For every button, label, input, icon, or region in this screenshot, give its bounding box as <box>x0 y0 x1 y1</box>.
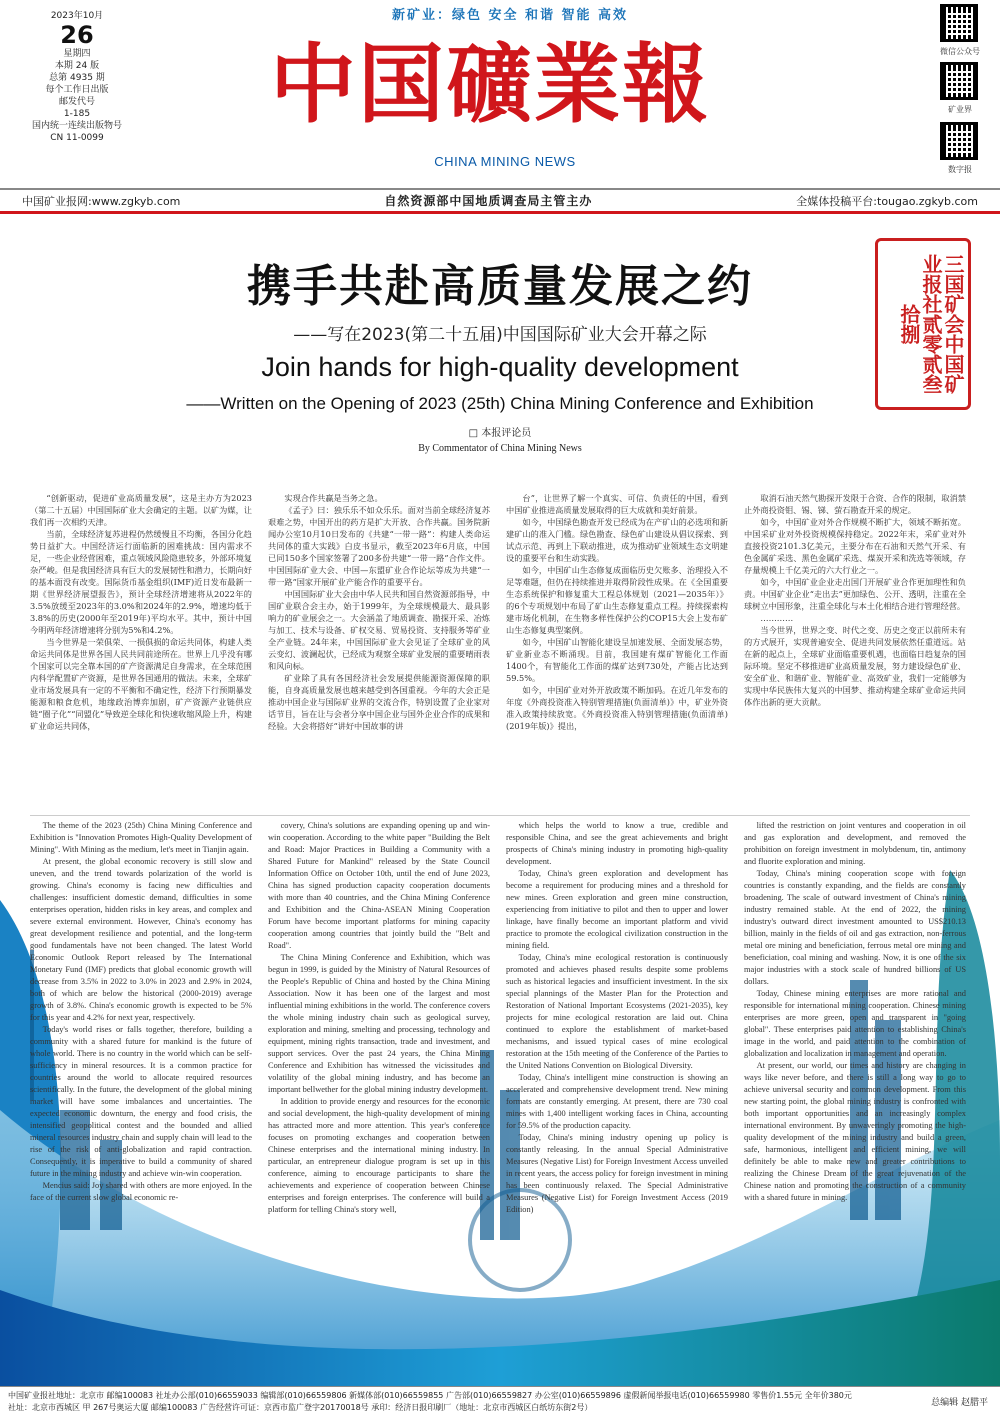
slogan: 新矿业：绿色 安全 和谐 智能 高效 <box>391 8 629 23</box>
seal-stamp: 三国矿会中国矿业报社贰零贰叁拾捌 <box>875 238 971 410</box>
qr-code-icon[interactable] <box>940 62 978 100</box>
date-block <box>22 10 132 144</box>
date-month: 2023年10月 <box>50 11 104 21</box>
paragraph: At present, the global economic recovery is still slow and uneven, and the trend towards polarization of the world is growing. China's economy is facing new difficulties and challenges: insufficient domestic demand, difficulties in some enterprises operation, hidden risks in key areas, and complex and severe external environment. However, China's economy has great development resilience and potential, and the long-term good fundamentals have not been changed. The latest World Economic Outlook Report released by The International Monetary Fund (IMF) predicts that global economic growth will decrease from 3.5% in 2022 to 3.0% in 2023 and 2.9% in 2024, both of which are below the historical (2000-2019) average growth of 3.8%. China's economic growth is expected to be 5% for this year and 4.2% for next year, respectively. <box>30 857 252 1022</box>
divider <box>30 815 970 816</box>
paragraph: 当今世界是一荣俱荣、一损俱损的命运共同体，构建人类命运共同体是世界各国人民共同前途所在。世界上几乎没有哪个国家可以完全靠本国的矿产资源满足自身需求，在全球范围内科学配置矿产资源，是世界各国通用的做法。未来，全球矿业市场发展具有一定的不平衡和不确定性，经济下行预期暴发能源和粮食危机，地缘政治博弈加剧，矿产资源产业链供应链“圈子化”“同盟化”导致逆全球化和快速收缩风险上升，构建矿业命运共同体， <box>30 637 252 731</box>
article-column-en <box>30 820 252 1290</box>
qr-label: 数字报 <box>948 165 972 174</box>
paragraph: which helps the world to know a true, credible and responsible China, and see the great achievements and bright prospects of China's mining industry in promoting high-quality development. <box>506 821 728 866</box>
issue-line: 邮发代号 <box>58 97 95 107</box>
newspaper-title-en: CHINA MINING NEWS <box>434 154 576 169</box>
paragraph: Today's world rises or falls together, therefore, building a community with a shared future for mankind is the future of whole world. There is no country in the world which can be self-sufficiency in mineral resources. It is a common practice for countries around the world to allocate required resources scientifically. In the future, the development of the global mining market will have some imbalances and uncertainties. The expected economic downturn, the energy and food crisis, the intensified geopolitical contest and the bounded and allied mineral resources industry chain and supply chain will lead to the rise of the risk of anti-globalization and rapid contraction. Consequently, it is imperative to build a community of shared future in the mining industry and achieve win-win cooperation. <box>30 1025 252 1178</box>
paragraph: 如今，中国矿业对外开放政策不断加码。在近几年发布的年度《外商投资准入特别管理措施(负面清单)》中，矿业外资准入政策持续放宽。《外商投资准入特别管理措施(负面清单)(2019年版)》提出， <box>506 685 728 731</box>
footer <box>0 1386 1000 1423</box>
headline-en: Join hands for high-quality development <box>261 352 739 382</box>
paragraph: Mencius said: Joy shared with others are more enjoyed. In the face of the current slow global economic re- <box>30 1181 252 1202</box>
qr-label: 矿业界 <box>948 105 972 114</box>
article-column-cn <box>744 492 966 812</box>
sponsor-line: 自然资源部中国地质调查局主管主办 <box>384 194 593 208</box>
submission-link[interactable]: 全媒体投稿平台:tougao.zgkyb.com <box>796 194 978 208</box>
paragraph: ………… <box>760 613 794 623</box>
qr-code-icon[interactable] <box>940 4 978 42</box>
paragraph: 《孟子》曰：独乐乐不如众乐乐。面对当前全球经济复苏艰难之势，中国开出的药方是扩大开放、合作共赢。国务院新闻办公室10月10日发布的《共建“一带一路”：构建人类命运共同体的重大实践》白皮书显示，截至2023年6月底，中国已同150多个国家签署了200多份共建“一带一路”合作文件。中国国际矿业大会、中国—东盟矿业合作论坛等成为共建“一带一路”国家开展矿业产能合作的重要平台。 <box>268 505 490 587</box>
issue-line: 国内统一连续出版物号 <box>31 121 122 131</box>
paragraph: 矿业除了具有各国经济社会发展提供能源资源保障的职能，自身高质量发展也越来越受到各国重视。今年的大会正是推动中国企业与国际矿业界的交流合作，特别设置了企业家对话节目，旨在让与会者分享中国企业与国外企业合作的成果和经验。大会将搭好“讲好中国故事的讲 <box>268 673 490 731</box>
paragraph: 取消石油天然气勘探开发限于合资、合作的限制，取消禁止外商投资钼、锡、锑、萤石勘查开采的规定。 <box>744 493 966 515</box>
qr-label: 微信公众号 <box>940 47 980 56</box>
article-column-en <box>506 820 728 1290</box>
paragraph: 实现合作共赢是当务之急。 <box>284 493 383 503</box>
paragraph: 如今，中国绿色勘查开发已经成为在产矿山的必选项和新建矿山的准入门槛。绿色勘查、绿色矿山建设从倡议探索、到试点示范、再到上下联动推进，成为推动矿业领域生态文明建设的重要平台和生动实践。 <box>506 517 728 563</box>
issue-line: 每个工作日出版 <box>45 85 109 95</box>
article-column-en <box>268 820 490 1290</box>
paragraph: Today, China's mining industry opening up policy is constantly releasing. In the annual Special Administrative Measures (Negative List) for Foreign Investment Access unveiled in recent years, the access policy for foreign investment in mining has been continuously relaxed. The Special Administrative Measures (Negative List) for Foreign Investment Access (2019 Edition) <box>506 1133 728 1214</box>
byline: □ 本报评论员 <box>468 428 532 439</box>
paragraph: Today, China's mine ecological restoration is continuously promoted and achieves phased results despite some problems such as historical legacies and insufficient investment. In the six special plannings of the Master Plan for the Protection and Restoration of National Important Ecosystems (2021-2035), key projects for mine ecological restoration are laid out. China continued to explore the establishment of market-based mechanisms, and issued typical cases of mine ecological restoration at the 15th meeting of the Conference of the Parties to the United Nations Convention on Biological Diversity. <box>506 953 728 1070</box>
article-column-cn <box>506 492 728 812</box>
paragraph: Today, China's green exploration and development has become a requirement for producing mines and a threshold for new mines. Green exploration and green mine construction, experiencing from initiative to pilot and then to upper and lower linkage, have finally become an important platform and vivid practice to promote the ecological civilization construction in the mining field. <box>506 869 728 950</box>
paragraph: 台”，让世界了解一个真实、可信、负责任的中国，看到中国矿业推进高质量发展取得的巨大成就和美好前景。 <box>506 493 728 515</box>
footer-line: 中国矿业报社地址：北京市 邮编100083 社址办公部(010)66559033 编辑部(010)66559806 新媒体部(010)66559855 广告部(010)66559827 办公室(010)66559896 虚假新闻举报电话(010)66559980 零售价1.55元 全年价380元 <box>8 1391 852 1400</box>
paragraph: lifted the restriction on joint ventures and cooperation in oil and gas exploration and development, and removed the prohibition on foreign investment in molybdenum, tin, antimony and fluorite exploration and mining. <box>744 821 966 866</box>
article-column-en <box>744 820 966 1290</box>
date-weekday: 星期四 <box>63 49 91 59</box>
paragraph: In addition to provide energy and resources for the economic and social development, the high-quality development of mining has attracted more and more attention. This year's conference focuses on promoting exchanges and cooperation between Chinese enterprises and the international mining industry. In particular, an entrepreneur dialogue program is set up in this conference, aiming to encourage participants to share the achievements and experience of cooperation between Chinese enterprises and foreign enterprises. The conference will build a platform for telling China's story well, <box>268 1097 490 1214</box>
paragraph: covery, China's solutions are expanding opening up and win-win cooperation. According to the white paper "Building the Belt and Road: Major Practices in Building a Community with a Shared Future for Mankind" released by the State Council Information Office on October 10th, until the end of June 2023, China has signed production capacity cooperation documents with more than 40 countries, and the China Mining Conference and Exhibition and the China-ASEAN Mining Cooperation Forum have become important platforms for mining capacity cooperation among countries that jointly build the "Belt and Road". <box>268 821 490 950</box>
headline: 携手共赴高质量发展之约 <box>247 261 753 312</box>
date-day: 26 <box>60 21 94 49</box>
paragraph: “创新驱动，促进矿业高质量发展”，这是主办方为2023（第二十五届）中国国际矿业大会确定的主题。以矿为媒，让我们再一次相约天津。 <box>30 493 252 527</box>
issue-line: 总第 4935 期 <box>49 73 105 83</box>
footer-line: 社址：北京市西城区 甲 267号奥运大厦 邮编100083 广告经营许可证：京西市监广登字20170018号 承印：经济日报印刷厂（地址：北京市西城区白纸坊东街2号） <box>8 1403 593 1412</box>
paragraph: 中国国际矿业大会由中华人民共和国自然资源部指导，中国矿业联合会主办，始于1999年，为全球规模最大、最具影响力的矿业展会之一。大会涵盖了地质调查、勘探开采、冶炼与加工、技术与设备、矿权交易、贸易投资、支持服务等矿业全产业链。24年来，中国国际矿业大会见证了全球矿业的风云变幻、波澜起伏，已经成为观察全球矿业发展的重要晴雨表和风向标。 <box>268 589 490 671</box>
article-column-cn <box>268 492 490 812</box>
paragraph: 当今世界，世界之变、时代之变、历史之变正以前所未有的方式展开，实现普遍安全、促进共同发展依然任重道远。站在新的起点上，全球矿业面临重要机遇，也面临日趋复杂的国际环境。坚定不移推进矿业高质量发展，努力建设绿色矿业、安全矿业、和谐矿业、智能矿业、高效矿业，我们一定能够为实现中华民族伟大复兴的中国梦、推动构建全球矿业命运共同体作出新的更大贡献。 <box>744 625 966 707</box>
subheadline-en: ——Written on the Opening of 2023 (25th) China Mining Conference and Exhibition <box>186 394 814 413</box>
issue-line: 1-185 <box>63 109 91 119</box>
issue-line: CN 11-0099 <box>50 133 104 143</box>
paragraph: Today, Chinese mining enterprises are more rational and responsible for international mining cooperation. Chinese mining enterprises are more green, open and transparent in "going global". These enterprises paid attention to establishing China's image in the world, and paid attention to the combination of globalization and localization in management and operation. <box>744 989 966 1058</box>
paragraph: 如今，中国矿山生态修复成面临历史欠账多、治理投入不足等难题，但仍在持续推进并取得阶段性成果。在《全国重要生态系统保护和修复重大工程总体规划（2021—2035年）》的6个专项规划中布局了矿山生态修复重点工程。持续探索构建市场化机制，在生物多样性保护公约COP15大会上发布矿山生态修复典型案例。 <box>506 565 728 635</box>
newspaper-title: 中国礦業報 <box>270 34 710 135</box>
website-link[interactable]: 中国矿业报网:www.zgkyb.com <box>22 194 181 208</box>
subheadline: ——写在2023(第二十五届)中国国际矿业大会开幕之际 <box>293 325 707 345</box>
paragraph: 如今，中国矿业对外合作规模不断扩大，领域不断拓宽。中国采矿业对外投资规模保持稳定。2022年末，采矿业对外直接投资2101.3亿美元，主要分布在石油和天然气开采、有色金属矿采选、黑色金属矿采选、煤炭开采和洗选等领域，存存量规模上千亿美元的六大行业之一。 <box>744 517 966 575</box>
article-column-cn <box>30 492 252 812</box>
paragraph: 当前，全球经济复苏进程仍然缓慢且不均衡，各国分化趋势日益扩大。中国经济运行面临新的困难挑战：国内需求不足，一些企业经营困难，重点领域风险隐患较多，外部环境复杂严峻。但是我国经济具有巨大的发展韧性和潜力，长期向好的基本面没有改变。国际货币基金组织(IMF)近日发布最新一期《世界经济展望报告》，预计全球经济增速将从2022年的3.5%放缓至2023年的3.0%和2024年的2.9%，增速均低于3.8%的历史(2000年至2019年)平均水平。其中，预计中国今明两年经济增速将分别为5%和4.2%。 <box>30 529 252 635</box>
paragraph: Today, China's intelligent mine construction is showing an accelerated and comprehensive development trend. New mining formats are constantly emerging. At present, there are 730 coal mines with 1,400 intelligent working faces in China, accounting for 59.5% of the production capacity. <box>506 1073 728 1130</box>
paragraph: Today, China's mining cooperation scope with foreign countries is constantly expanding, and the fields are constantly broadening. The scale of outward investment of China's mining industry remained stable. At the end of 2022, the mining industry's outward direct investment amounted to US$210.13 billion, mainly in the fields of oil and gas extraction, non-ferrous metal ore mining and beneficiation, ferrous metal ore mining and beneficiation, coal mining and washing. Now, it is one of the six major industries with a stock scale of hundred billions of US dollars. <box>744 869 966 986</box>
editor-credit: 总编辑 赵腊平 <box>931 1398 988 1408</box>
paragraph: The China Mining Conference and Exhibition, which was begun in 1999, is guided by the Ministry of Natural Resources of the People's Republic of China and hosted by the China Mining Association. Now it has been one of the largest and most influential mining exhibitions in the world. The conference covers the whole mining industry chain such as geological survey, exploration and mining, smelting and processing, technology and equipment, mining rights transaction, trade and investment, and support services. Over the past 24 years, the China Mining Conference and Exhibition has witnessed the vicissitudes and volatility of the global mining industry, and has become an important bellwether for the global mining industry development. <box>268 953 490 1094</box>
byline-en: By Commentator of China Mining News <box>418 443 582 454</box>
qr-code-icon[interactable] <box>940 122 978 160</box>
paragraph: The theme of the 2023 (25th) China Mining Conference and Exhibition is "Innovation Promotes High-Quality Development of Mining". With Mining as the medium, let's meet in Tianjin again. <box>30 821 252 854</box>
paragraph: At present, our world, our times and history are changing in ways like never before, and there is still a long way to go to achieve universal security and common development. From this new starting point, the global mining industry is confronted with both important opportunities and an increasingly complex international environment. By unwaveringly promoting the high-quality development of the mining industry and build a green, safe, harmonious, intelligent and efficient mining, we will definitely be able to make new and greater contributions to realizing the Chinese Dream of the great rejuvenation of the Chinese nation and promoting the construction of a community with a shared future in mining. <box>744 1061 966 1202</box>
info-bar <box>0 190 1000 214</box>
paragraph: 如今，中国矿业企业走出国门开展矿业合作更加理性和负责。中国矿业企业“走出去”更加绿色、公开、透明，注重在全球树立中国形象，注重全球化与本土化相结合进行管理经营。 <box>744 577 966 611</box>
issue-line: 本期 24 版 <box>54 61 100 71</box>
paragraph: 如今，中国矿山智能化建设呈加速发展、全面发展态势，矿业新业态不断涌现。目前，我国建有煤矿智能化工作面1400个，有智能化工作面的煤矿达到730处，产能占比达到59.5%。 <box>506 637 728 683</box>
